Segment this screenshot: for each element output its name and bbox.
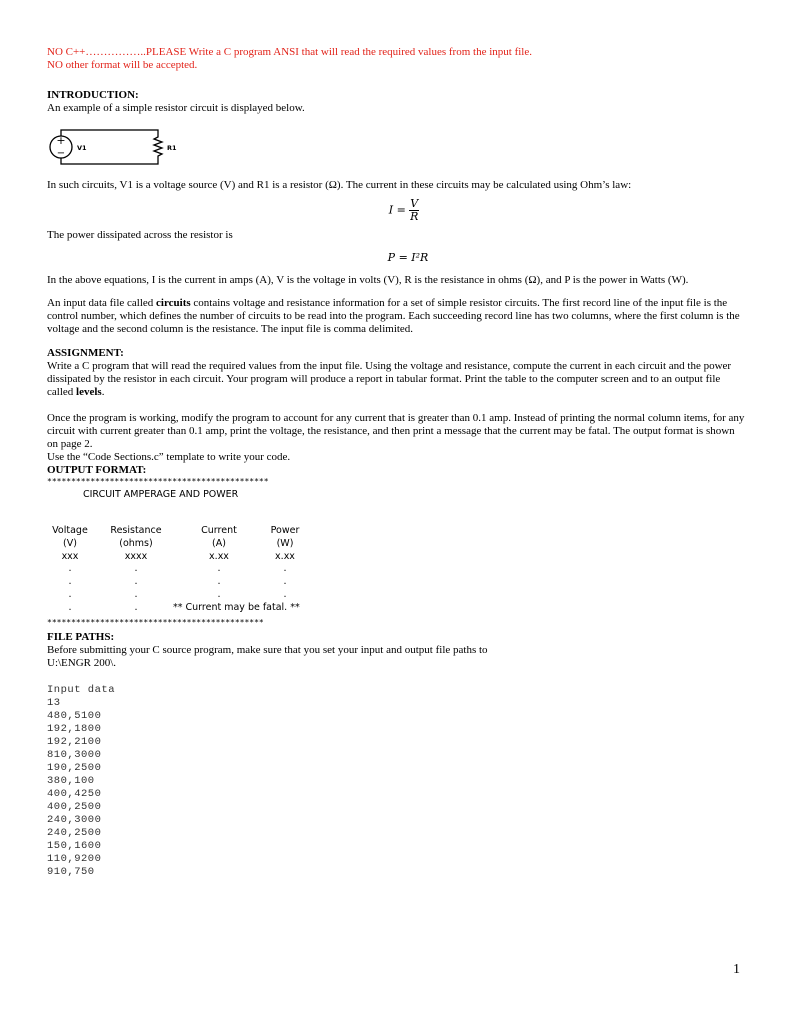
ohms-law-equation: [47, 198, 747, 223]
dot-cell: .: [134, 589, 138, 600]
output-stars-top: **********************************************: [47, 477, 269, 486]
source-plus-label: +: [56, 134, 66, 147]
source-minus-label: −: [56, 148, 66, 159]
sample-current: x.xx: [209, 551, 229, 562]
dot-cell: .: [283, 563, 287, 574]
input-data-line: 400,4250: [47, 788, 102, 800]
sample-power: x.xx: [275, 551, 295, 562]
input-file-name: circuits: [156, 297, 191, 309]
input-data-line: 810,3000: [47, 749, 102, 761]
modification-paragraph: Once the program is working, modify the program to account for any current that is greater than 0.1 amp. Instead of printing the normal column items, for any circuit with current greater than 0.1 amp, print the voltage, the resistance, and then print a message that the current may be fatal. The output format is shown on page 2.: [47, 412, 745, 450]
input-para-text-2: contains voltage and resistance information for a set of simple resistor circuits. The first record line of the input file is the control number, which defines the number of circuits to be read into the program. Each succeeding record line has two columns, where the first column is the voltage and the second column is the resistance. The input file is comma delimited.: [47, 297, 740, 335]
input-data-line: 400,2500: [47, 801, 102, 813]
unit-power: (W): [276, 538, 294, 549]
dot-cell: .: [134, 602, 138, 613]
input-data-line: 150,1600: [47, 840, 102, 852]
input-data-block: [47, 684, 747, 879]
header-current: Current: [201, 525, 237, 536]
input-data-line: 13: [47, 697, 61, 709]
dot-cell: .: [134, 563, 138, 574]
input-data-line: 240,3000: [47, 814, 102, 826]
output-title: CIRCUIT AMPERAGE AND POWER: [83, 489, 239, 500]
input-data-line: 480,5100: [47, 710, 102, 722]
power-equation: P = I²R: [387, 251, 429, 264]
r1-label: R1: [167, 144, 177, 152]
unit-voltage: (V): [63, 538, 77, 549]
input-data-line: 110,9200: [47, 853, 102, 865]
assignment-text-2: .: [101, 386, 105, 398]
notice-line-1: NO C++……………..PLEASE Write a C program ANSI that will read the required values from the input file.: [47, 46, 532, 58]
circuit-svg: [47, 125, 177, 169]
intro-heading: INTRODUCTION:: [47, 89, 139, 101]
file-paths-text: Before submitting your C source program, make sure that you set your input and output file paths to: [47, 644, 488, 656]
dot-cell: .: [68, 563, 72, 574]
unit-resistance: (ohms): [119, 538, 153, 549]
notice-line-2: NO other format will be accepted.: [47, 59, 198, 71]
dot-cell: .: [283, 576, 287, 587]
dot-cell: .: [217, 576, 221, 587]
fatal-message: ** Current may be fatal. **: [173, 602, 300, 613]
input-file-paragraph: [47, 297, 747, 336]
assignment-paragraph: [47, 360, 747, 399]
v1-label: V1: [77, 144, 87, 152]
page-number: 1: [733, 962, 740, 977]
dot-cell: .: [68, 602, 72, 613]
template-line: Use the “Code Sections.c” template to write your code.: [47, 451, 291, 463]
output-format-heading: OUTPUT FORMAT:: [47, 464, 147, 476]
header-resistance: Resistance: [110, 525, 162, 536]
input-data-line: 240,2500: [47, 827, 102, 839]
dot-cell: .: [68, 576, 72, 587]
eq1-denominator: R: [410, 210, 419, 223]
assignment-heading: ASSIGNMENT:: [47, 347, 124, 359]
output-stars-bottom: *********************************************: [47, 618, 264, 627]
dot-cell: .: [217, 589, 221, 600]
eq1-numerator: V: [410, 197, 419, 210]
power-text: The power dissipated across the resistor is: [47, 229, 233, 241]
input-data-line: 192,2100: [47, 736, 102, 748]
sample-resistance: xxxx: [124, 551, 148, 562]
resistor-circuit-diagram: [47, 125, 177, 169]
assignment-text-1: Write a C program that will read the required values from the input file. Using the voltage and resistance, compute the current in each circuit and the power dissipated by the resistor in each circuit. Your program will produce a report in tabular format. Print the table to the computer screen and to an output file called: [47, 360, 732, 398]
file-paths-heading: FILE PATHS:: [47, 631, 115, 643]
dot-cell: .: [217, 563, 221, 574]
file-path-value: U:\ENGR 200\.: [47, 657, 117, 669]
output-format-table: [47, 487, 747, 618]
ohms-law-text: In such circuits, V1 is a voltage source (V) and R1 is a resistor (Ω). The current in these circuits may be calculated using Ohm’s law:: [47, 179, 632, 191]
input-data-line: 910,750: [47, 866, 95, 878]
input-data-line: 190,2500: [47, 762, 102, 774]
input-data-line: 380,100: [47, 775, 95, 787]
input-data-label: Input data: [47, 684, 116, 696]
variables-text: In the above equations, I is the current in amps (A), V is the voltage in volts (V), R is the resistance in ohms (Ω), and P is the power in Watts (W).: [47, 274, 689, 286]
eq1-lhs: I =: [388, 203, 406, 217]
input-data-line: 192,1800: [47, 723, 102, 735]
document-page: [47, 46, 747, 879]
dot-cell: .: [283, 589, 287, 600]
unit-current: (A): [212, 538, 226, 549]
input-para-text-1: An input data file called: [47, 297, 157, 309]
dot-cell: .: [134, 576, 138, 587]
header-power: Power: [270, 525, 300, 536]
dot-cell: .: [68, 589, 72, 600]
intro-text: An example of a simple resistor circuit is displayed below.: [47, 102, 305, 114]
circuit-wire: [61, 130, 158, 164]
header-voltage: Voltage: [52, 525, 88, 536]
output-file-name: levels: [76, 386, 102, 398]
eq1-fraction: [409, 198, 419, 223]
sample-voltage: xxx: [61, 551, 79, 562]
